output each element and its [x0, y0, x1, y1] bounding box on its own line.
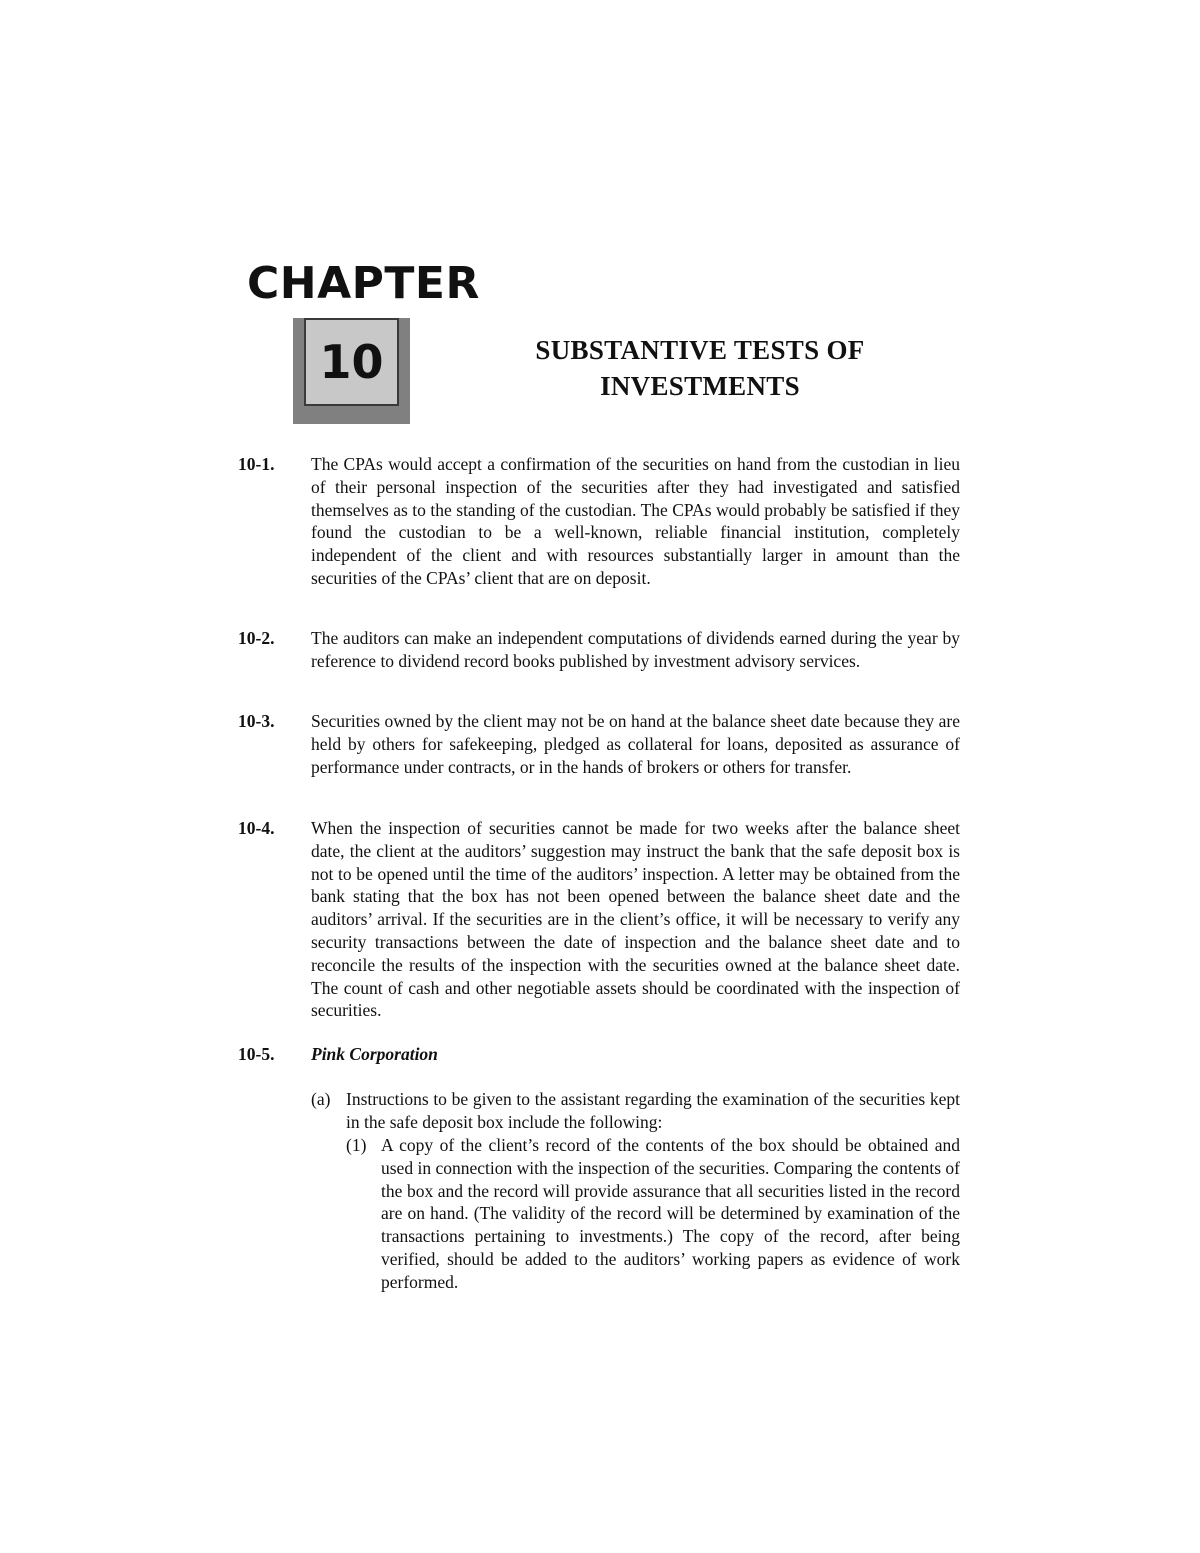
question-10-4 — [238, 817, 960, 1022]
subpart-text: Instructions to be given to the assistant regarding the examination of the securities kept in the safe deposit box include the following: — [346, 1089, 960, 1132]
answer-text: The CPAs would accept a confirmation of the securities on hand from the custodian in lieu of their personal inspection of the securities after they had investigated and satisfied themselves as to the standing of the custodian. The CPAs would probably be satisfied if they found the custodian to be a well-known, reliable financial institution, completely independent of the client and with resources substantially larger in amount than the securities of the CPAs’ client that are on deposit. — [311, 454, 960, 588]
subpart-text: A copy of the client’s record of the contents of the box should be obtained and used in connection with the inspection of the securities. Comparing the contents of the box and the record will provide assurance that all securities listed in the record are on hand. (The validity of the record will be determined by examination of the transactions pertaining to investments.) The copy of the record, after being verified, should be added to the auditors’ working papers as evidence of work performed. — [381, 1135, 960, 1292]
answer-text: The auditors can make an independent computations of dividends earned during the year by reference to dividend record books published by investment advisory services. — [311, 628, 960, 671]
answer-text: When the inspection of securities cannot be made for two weeks after the balance sheet date, the client at the auditors’ suggestion may instruct the bank that the safe deposit box is not to be opened until the time of the auditors’ inspection. A letter may be obtained from the bank stating that the box has not been opened between the balance sheet date and the auditors’ arrival. If the securities are in the client’s office, it will be necessary to verify any security transactions between the date of inspection and the balance sheet date and to reconcile the results of the inspection with the securities owned at the balance sheet date. The count of cash and other negotiable assets should be coordinated with the inspection of securities. — [311, 818, 960, 1021]
answer-text: Securities owned by the client may not be on hand at the balance sheet date because they are held by others for safekeeping, pledged as collateral for loans, deposited as assurance of performance under contracts, or in the hands of brokers or others for transfer. — [311, 711, 960, 777]
chapter-word: CHAPTER — [247, 258, 480, 309]
question-label: 10-3. — [238, 711, 275, 731]
subpart-label: (a) — [311, 1089, 331, 1109]
subpart-a-1 — [346, 1134, 960, 1294]
chapter-number-panel — [304, 318, 399, 406]
question-label: 10-5. — [238, 1044, 275, 1064]
chapter-title-line2: INVESTMENTS — [600, 371, 800, 401]
question-10-3 — [238, 710, 960, 778]
question-label: 10-1. — [238, 454, 275, 474]
subpart-label: (1) — [346, 1135, 367, 1155]
chapter-number: 10 — [319, 335, 384, 389]
question-label: 10-4. — [238, 818, 275, 838]
question-10-5 — [238, 1043, 960, 1066]
question-label: 10-2. — [238, 628, 275, 648]
question-10-2 — [238, 627, 960, 673]
subpart-a — [311, 1088, 960, 1134]
chapter-title-line1: SUBSTANTIVE TESTS OF — [535, 335, 865, 365]
chapter-number-box — [293, 318, 410, 424]
question-10-1 — [238, 453, 960, 590]
chapter-title — [480, 332, 920, 404]
case-heading: Pink Corporation — [311, 1044, 438, 1064]
